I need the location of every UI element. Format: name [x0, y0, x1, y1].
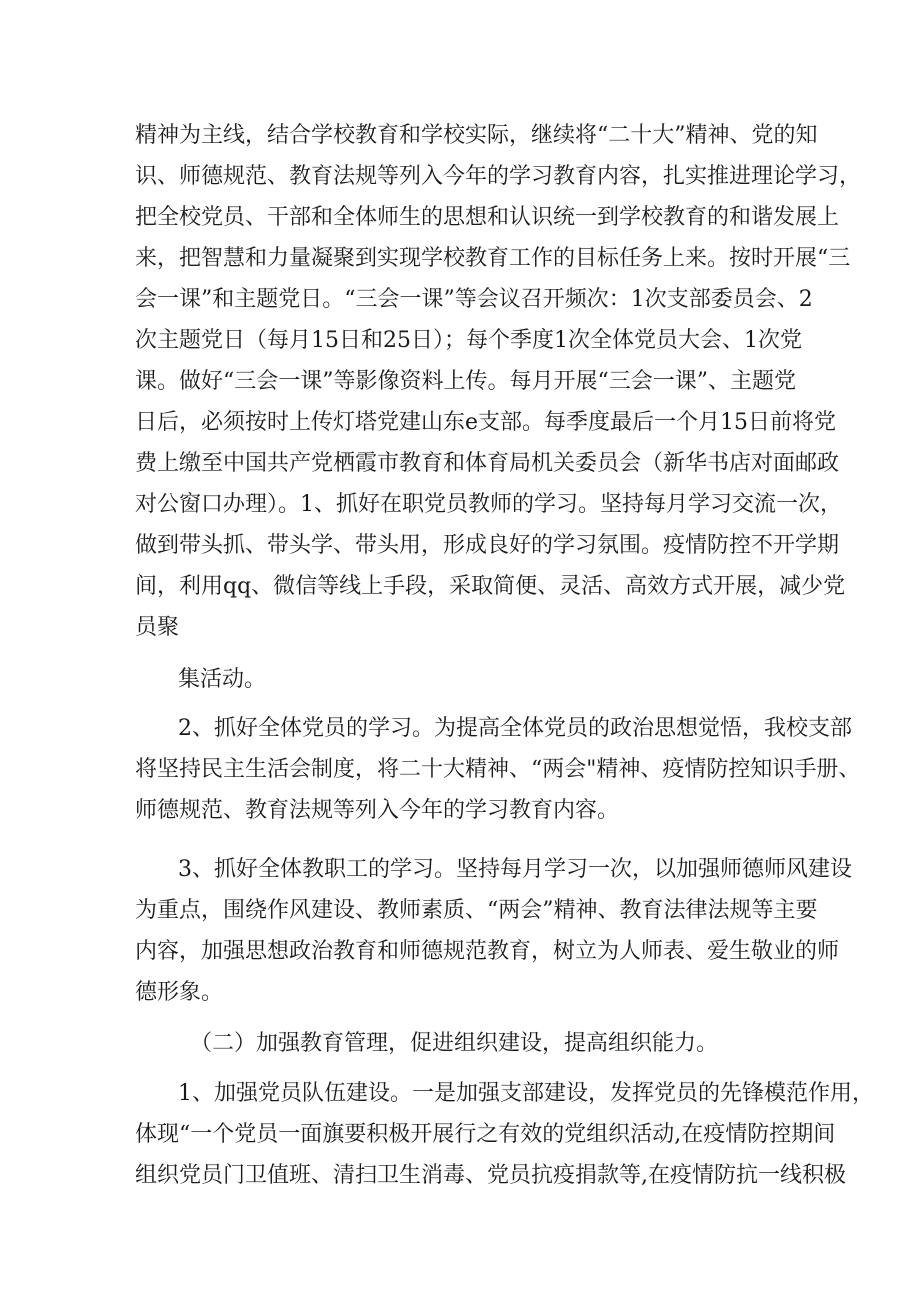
text-line: 间，利用qq、微信等线上手段，采取简便、灵活、高效方式开展，减少党: [135, 574, 846, 599]
text-line: 德形象。: [135, 980, 224, 1005]
text-line: 师德规范、教育法规等列入今年的学习教育内容。: [135, 798, 620, 823]
text-line: 内容，加强思想政治教育和师德规范教育，树立为人师表、爱生敬业的师: [135, 939, 840, 964]
text-line: 集活动。: [178, 667, 267, 692]
text-line: 精神为主线，结合学校教育和学校实际，继续将“二十大”精神、党的知: [135, 123, 818, 148]
section-heading: （二）加强教育管理，促进组织建设，提高组织能力。: [190, 1031, 719, 1056]
text-line: 识、师德规范、教育法规等列入今年的学习教育内容，扎实推进理论学习，: [135, 164, 862, 189]
text-line: 日后，必须按时上传灯塔党建山东e支部。每季度最后一个月15日前将党: [135, 410, 837, 435]
text-line: 员聚: [135, 615, 180, 640]
text-line: 将坚持民主生活会制度，将二十大精神、“两会"精神、疫情防控知识手册、: [135, 757, 861, 782]
text-line: 2、抓好全体党员的学习。为提高全体党员的政治思想觉悟，我校支部: [178, 716, 852, 741]
text-line: 做到带头抓、带头学、带头用，形成良好的学习氛围。疫情防控不开学期: [135, 533, 840, 558]
text-line: 3、抓好全体教职工的学习。坚持每月学习一次，以加强师德师风建设: [178, 857, 852, 882]
text-line: 为重点，围绕作风建设、教师素质、“两会”精神、教育法律法规等主要: [135, 898, 818, 923]
text-line: 组织党员门卫值班、清扫卫生消毒、党员抗疫捐款等,在疫情防抗一线积极: [135, 1163, 846, 1188]
text-line: 对公窗口办理）。1、抓好在职党员教师的学习。坚持每月学习交流一次，: [135, 492, 842, 517]
text-line: 体现“一个党员一面旗要积极开展行之有效的党组织活动,在疫情防控期间: [135, 1122, 836, 1147]
text-line: 来，把智慧和力量凝聚到实现学校教育工作的目标任务上来。按时开展“三: [135, 246, 851, 271]
text-line: 会一课”和主题党日。“三会一课”等会议召开频次：1次支部委员会、2: [135, 287, 813, 312]
text-line: 费上缴至中国共产党栖霞市教育和体育局机关委员会（新华书店对面邮政: [135, 451, 840, 476]
text-line: 把全校党员、干部和全体师生的思想和认识统一到学校教育的和谐发展上: [135, 205, 840, 230]
text-line: 次主题党日（每月15日和25日）；每个季度1次全体党员大会、1次党: [135, 328, 802, 353]
text-line: 1、加强党员队伍建设。一是加强支部建设，发挥党员的先锋模范作用，: [178, 1081, 874, 1106]
text-line: 课。做好“三会一课”等影像资料上传。每月开展“三会一课”、主题党: [135, 369, 796, 394]
